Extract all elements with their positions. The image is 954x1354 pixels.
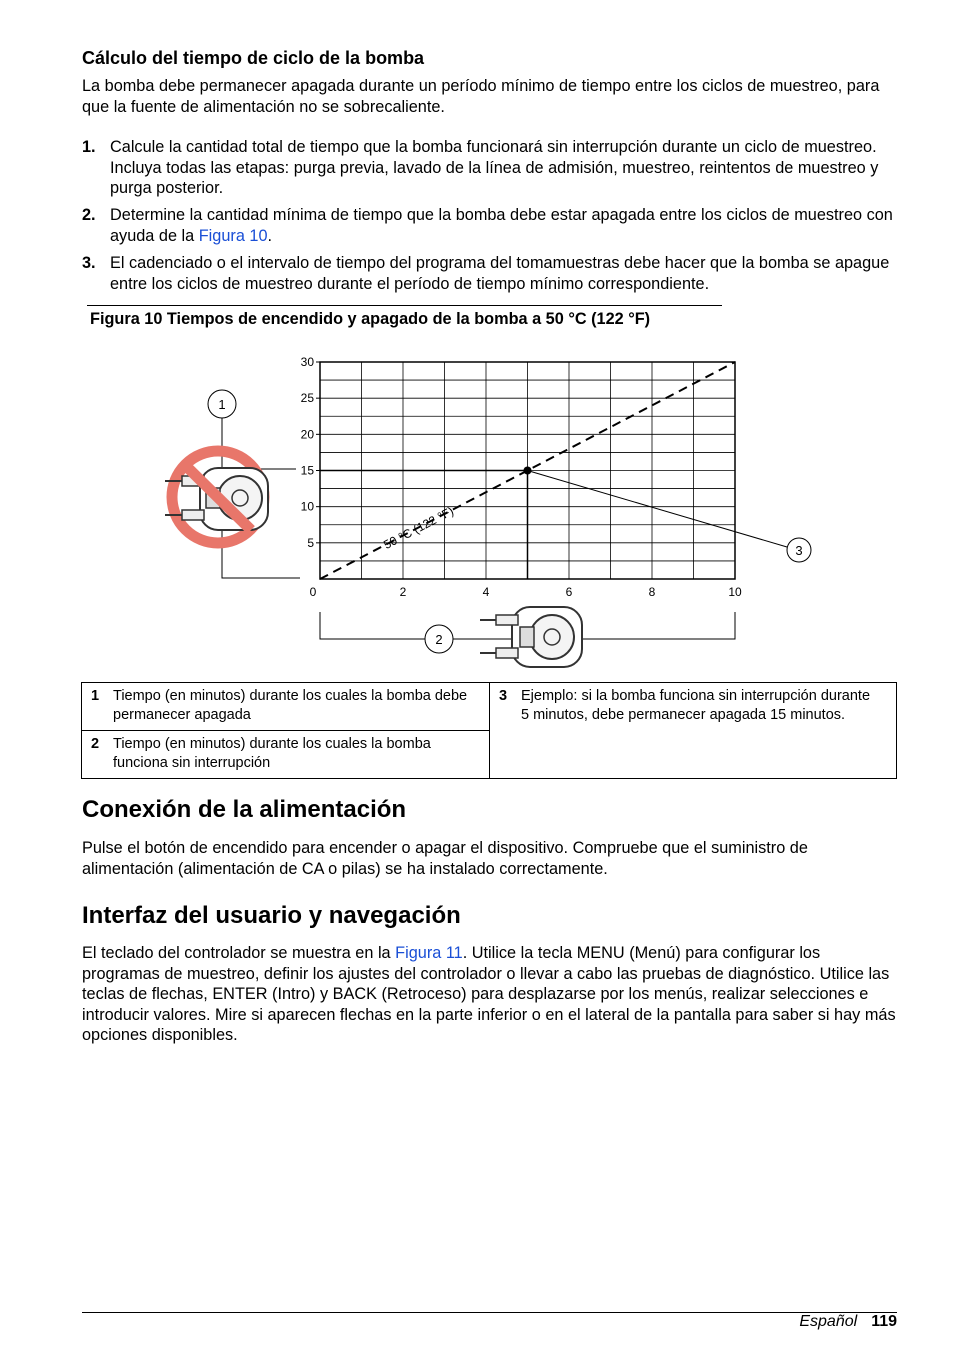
x-tick-label: 10 xyxy=(728,585,742,599)
figure-caption: Figura 10 Tiempos de encendido y apagado de la bomba a 50 °C (122 °F) xyxy=(90,310,651,328)
y-tick-label: 25 xyxy=(300,391,314,406)
pump-off-icon xyxy=(165,451,268,543)
x-tick-label: 0 xyxy=(309,585,317,599)
section-title: Cálculo del tiempo de ciclo de la bomba xyxy=(82,48,425,68)
callout-3 xyxy=(787,538,811,562)
footer-language: Español xyxy=(799,1313,858,1330)
section-intro: La bomba debe permanecer apagada durante un período mínimo de tiempo entre los ciclos de muestreo, para que la fuente de alimentación no se sobrecaliente. xyxy=(82,77,880,116)
step-text: Calcule la cantidad total de tiempo que la bomba funcionará sin interrupción durante un ciclo de muestreo. Incluya todas las etapas: purga previa, lavado de la línea de admisión, muestreo, reintentos de muestreo y purga posterior. xyxy=(110,138,879,197)
svg-text:3: 3 xyxy=(795,543,803,558)
ui-title: Interfaz del usuario y navegación xyxy=(82,902,461,929)
x-tick-labels xyxy=(310,585,742,599)
callout-3-leader xyxy=(528,471,788,548)
step-text-part: Determine la cantidad mínima de tiempo que la bomba debe estar apagada entre los ciclos de muestreo con ayuda de la xyxy=(110,206,893,245)
power-text: Pulse el botón de encendido para encender o apagar el dispositivo. Compruebe que el suministro de alimentación (alimentación de CA o pilas) se ha instalado correctamente. xyxy=(82,839,808,878)
page-number: 119 xyxy=(871,1313,897,1330)
page-footer xyxy=(799,1313,897,1331)
ui-text xyxy=(82,943,897,1046)
legend-number: 2 xyxy=(91,736,100,752)
x-tick-label: 2 xyxy=(399,585,407,599)
legend-item-2 xyxy=(82,731,490,779)
step-number: 2. xyxy=(82,206,96,224)
figure-11-link[interactable]: Figura 11 xyxy=(395,944,463,962)
step-2 xyxy=(82,205,897,246)
legend-number: 1 xyxy=(91,688,100,704)
legend-text: Ejemplo: si la bomba funciona sin interrupción durante 5 minutos, debe permanecer apagada 15 minutos. xyxy=(521,688,871,723)
callout-1 xyxy=(208,390,236,418)
legend-item-1 xyxy=(82,683,490,731)
step-1 xyxy=(82,137,897,199)
pump-on-icon xyxy=(480,607,582,667)
x-tick-label: 6 xyxy=(565,585,573,599)
y-tick-labels xyxy=(301,355,320,550)
step-text: El cadenciado o el intervalo de tiempo del programa del tomamuestras debe hacer que la bomba se apague entre los ciclos de muestreo durante el período de tiempo mínimo correspondiente. xyxy=(110,254,890,293)
step-number: 1. xyxy=(82,138,96,156)
pump-timing-chart xyxy=(0,340,954,675)
step-number: 3. xyxy=(82,254,96,272)
figure-legend-table xyxy=(81,682,897,779)
y-tick-label: 5 xyxy=(307,535,314,550)
y-tick-label: 15 xyxy=(300,463,314,478)
x-tick-label: 4 xyxy=(482,585,490,599)
y-tick-label: 10 xyxy=(300,499,314,514)
figure-rule xyxy=(87,305,722,306)
step-3 xyxy=(82,253,897,294)
callout-2 xyxy=(425,625,453,653)
step-text xyxy=(110,205,897,246)
svg-text:1: 1 xyxy=(218,397,226,412)
power-title: Conexión de la alimentación xyxy=(82,796,407,823)
x-tick-label: 8 xyxy=(648,585,656,599)
figure-10-link[interactable]: Figura 10 xyxy=(198,226,268,245)
ui-text-part: . Utilice la tecla MENU (Menú) para configurar los programas de muestreo, definir los ajustes del controlador o llevar a cabo las pruebas de diagnóstico. Utilice las teclas de flechas, ENTER (Intro) y BACK (Retroceso) para desplazarse por los menús, realizar selecciones e introducir valores. Mire si aparecen flechas en la parte inferior o en el lateral de la pantalla para saber si hay más opciones disponibles. xyxy=(82,944,896,1044)
legend-text: Tiempo (en minutos) durante los cuales la bomba funciona sin interrupción xyxy=(113,736,431,771)
y-tick-label: 20 xyxy=(300,427,314,442)
svg-text:2: 2 xyxy=(435,632,443,647)
step-text-part: . xyxy=(267,226,273,245)
legend-item-3 xyxy=(490,683,897,779)
y-tick-label: 30 xyxy=(300,355,314,369)
legend-number: 3 xyxy=(499,688,508,704)
series-label: 50 °C (122 °F) xyxy=(381,503,456,552)
legend-text: Tiempo (en minutos) durante los cuales la bomba debe permanecer apagada xyxy=(113,688,468,723)
ui-text-part: El teclado del controlador se muestra en la xyxy=(82,944,396,962)
footer-rule xyxy=(82,1312,897,1313)
